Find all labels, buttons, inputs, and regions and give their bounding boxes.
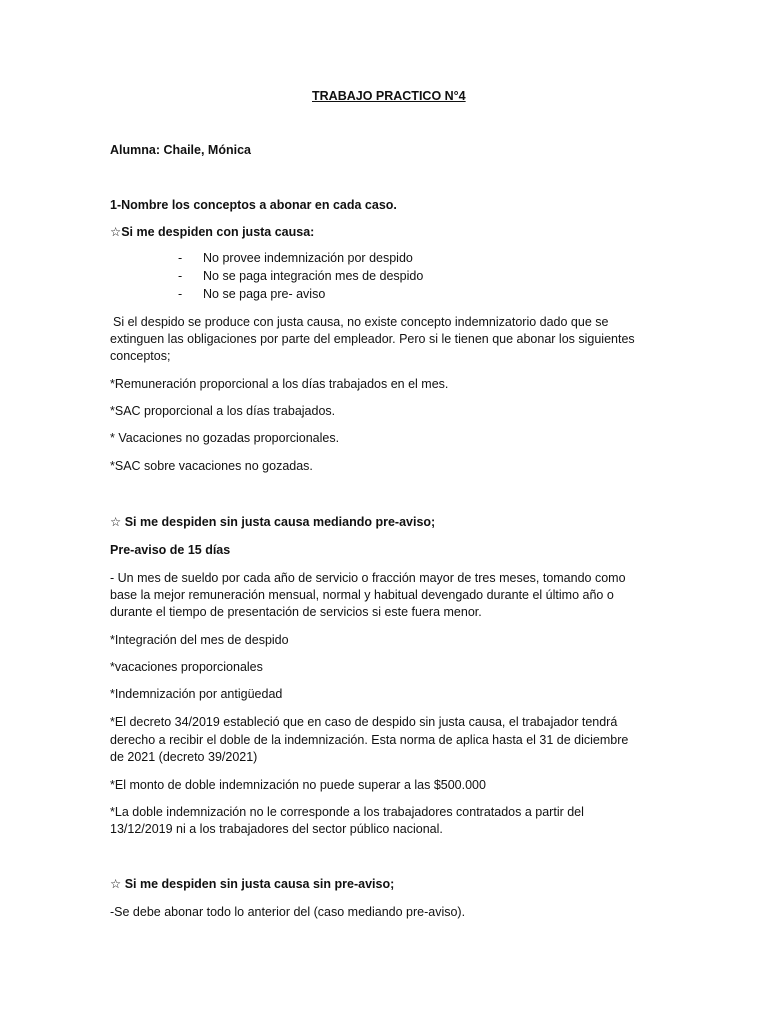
case2-limit: *El monto de doble indemnización no puede superar a las $500.000: [110, 778, 486, 792]
case2-heading: Si me despiden sin justa causa mediando pre-aviso;: [124, 515, 436, 529]
case2-subheading: Pre-aviso de 15 días: [110, 543, 231, 557]
case1-bullet-3: No se paga pre- aviso: [203, 287, 326, 301]
case1-heading-row: [110, 224, 314, 240]
star-icon: ☆: [110, 225, 122, 239]
case3-heading-row: [110, 876, 394, 892]
document-title: TRABAJO PRACTICO N°4: [312, 89, 466, 103]
case2-paragraph-line-1: - Un mes de sueldo por cada año de servicio o fracción mayor de tres meses, tomando como: [110, 571, 626, 585]
bullet-dash-3: -: [178, 287, 183, 301]
case2-exclusion-line-2: 13/12/2019 ni a los trabajadores del sector público nacional.: [110, 822, 443, 836]
case3-text: -Se debe abonar todo lo anterior del (caso mediando pre-aviso).: [110, 905, 466, 919]
case2-item-1: *Integración del mes de despido: [110, 633, 289, 647]
case1-bullet-1: No provee indemnización por despido: [203, 251, 413, 265]
case1-bullet-2: No se paga integración mes de despido: [203, 269, 424, 283]
case2-decree-line-2: derecho a recibir el doble de la indemnización. Esta norma de aplica hasta el 31 de diciembre: [110, 733, 629, 747]
case1-item-1: *Remuneración proporcional a los días trabajados en el mes.: [110, 377, 449, 391]
case2-heading-row: [110, 514, 435, 530]
star-icon: ☆: [110, 515, 122, 529]
star-icon: ☆: [110, 877, 122, 891]
case1-item-4: *SAC sobre vacaciones no gozadas.: [110, 459, 313, 473]
case2-decree-line-3: de 2021 (decreto 39/2021): [110, 750, 258, 764]
case2-decree-line-1: *El decreto 34/2019 estableció que en caso de despido sin justa causa, el trabajador tendrá: [110, 715, 618, 729]
case1-paragraph-line-2: extinguen las obligaciones por parte del empleador. Pero si le tienen que abonar los siguientes: [110, 332, 635, 346]
case1-item-3: * Vacaciones no gozadas proporcionales.: [110, 431, 340, 445]
bullet-dash-1: -: [178, 251, 183, 265]
student-name: Alumna: Chaile, Mónica: [110, 143, 251, 157]
case1-item-2: *SAC proporcional a los días trabajados.: [110, 404, 336, 418]
case1-heading: Si me despiden con justa causa:: [121, 225, 315, 239]
case2-paragraph-line-3: durante el tiempo de presentación de servicios si este fuera menor.: [110, 605, 482, 619]
question-1: 1-Nombre los conceptos a abonar en cada caso.: [110, 198, 397, 212]
case1-paragraph-line-3: conceptos;: [110, 349, 171, 363]
case3-heading: Si me despiden sin justa causa sin pre-aviso;: [124, 877, 395, 891]
case2-item-2: *vacaciones proporcionales: [110, 660, 263, 674]
case2-paragraph-line-2: base la mejor remuneración mensual, normal y habitual devengado durante el último año o: [110, 588, 614, 602]
bullet-dash-2: -: [178, 269, 183, 283]
case1-paragraph-line-1: Si el despido se produce con justa causa, no existe concepto indemnizatorio dado que se: [113, 315, 609, 329]
case2-item-3: *Indemnización por antigüedad: [110, 687, 283, 701]
case2-exclusion-line-1: *La doble indemnización no le corresponde a los trabajadores contratados a partir del: [110, 805, 584, 819]
